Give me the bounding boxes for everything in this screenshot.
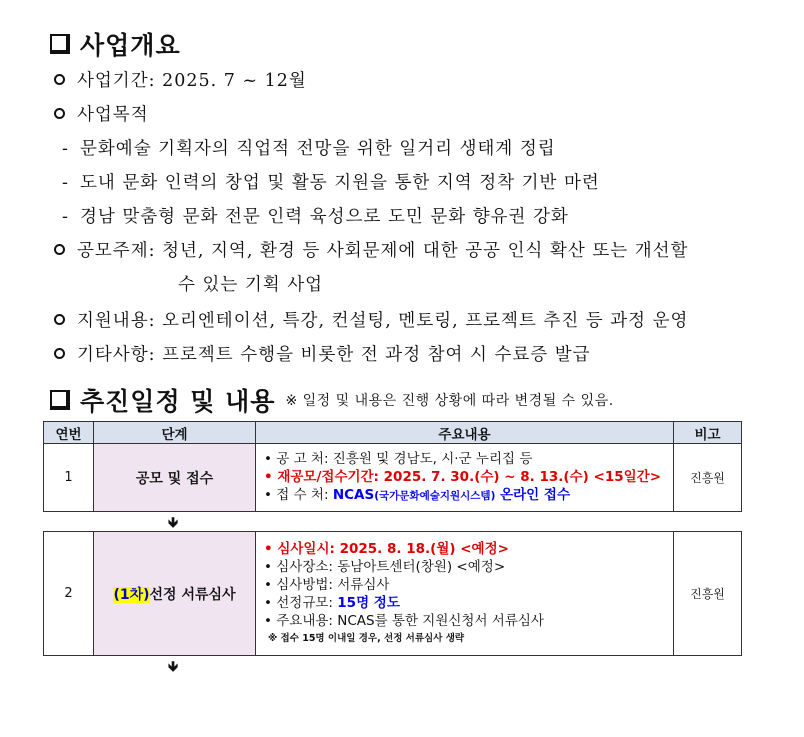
content-line: • 공 고 처: 진흥원 및 경남도, 시·군 누리집 등 xyxy=(264,451,533,467)
overview-heading xyxy=(50,26,181,62)
content-text: (국가문화예술지원시스템) xyxy=(374,490,496,502)
content-footnote: ※ 접수 15명 이내일 경우, 선정 서류심사 생략 xyxy=(268,632,465,644)
row-note: 진흥원 xyxy=(674,444,742,512)
header-note: 비고 xyxy=(674,422,742,444)
circle-bullet-icon xyxy=(54,314,65,325)
header-num: 연번 xyxy=(44,422,94,444)
row-note: 진흥원 xyxy=(674,532,742,656)
content-text: NCAS xyxy=(332,487,375,503)
content-text: 주요내용: NCAS를 통한 지원신청서 서류심사 xyxy=(276,612,544,629)
row-num: 1 xyxy=(44,444,94,512)
content-text: 온라인 접수 xyxy=(495,487,570,503)
purpose-item: - 도내 문화 인력의 창업 및 활동 지원을 통한 지역 정착 기반 마련 xyxy=(62,173,600,193)
support-line xyxy=(54,307,688,332)
circle-bullet-icon xyxy=(54,348,65,359)
arrow-down-icon: 🡻 xyxy=(168,515,179,531)
content-text: 선정규모: xyxy=(276,594,338,611)
schedule-note: ※ 일정 및 내용은 진행 상황에 따라 변경될 수 있음. xyxy=(285,393,614,409)
etc-text: 기타사항: 프로젝트 수행을 비롯한 전 과정 참여 시 수료증 발급 xyxy=(77,345,591,365)
content-text: 심사방법: 서류심사 xyxy=(276,576,390,593)
content-line: • 심사장소: 동남아트센터(창원) <예정> xyxy=(264,558,506,575)
purpose-item: - 경남 맞춤형 문화 전문 인력 육성으로 도민 문화 향유권 강화 xyxy=(62,207,569,227)
content-text: 심사장소: 동남아트센터(창원) <예정> xyxy=(276,558,506,575)
header-content: 주요내용 xyxy=(256,422,674,444)
support-text: 지원내용: 오리엔테이션, 특강, 컨설팅, 멘토링, 프로젝트 추진 등 과정 운영 xyxy=(77,311,689,331)
purpose-label: 사업목적 xyxy=(77,105,149,125)
row-stage xyxy=(94,532,256,656)
purpose-text: 문화예술 기획자의 직업적 전망을 위한 일거리 생태계 정립 xyxy=(80,139,556,159)
arrow-down-icon: 🡻 xyxy=(168,659,179,675)
overview-title: 사업개요 xyxy=(80,31,181,60)
period-line xyxy=(54,67,307,92)
checkbox-square-icon xyxy=(50,390,70,410)
schedule-table xyxy=(43,421,742,512)
etc-line xyxy=(54,341,591,366)
theme-line xyxy=(54,237,688,262)
circle-bullet-icon xyxy=(54,244,65,255)
content-line: • 심사방법: 서류심사 xyxy=(264,576,390,593)
schedule-table-2 xyxy=(43,531,742,656)
checkbox-square-icon xyxy=(50,34,70,54)
content-line: • 선정규모: 15명 정도 xyxy=(264,594,400,611)
table-header-row xyxy=(44,422,742,444)
schedule-title: 추진일정 및 내용 xyxy=(80,387,276,416)
row-content xyxy=(256,532,674,656)
stage-highlight: (1차) xyxy=(113,586,150,603)
stage-text: 선정 서류심사 xyxy=(149,586,236,603)
content-line: • 접 수 처: NCAS(국가문화예술지원시스템) 온라인 접수 xyxy=(264,487,570,503)
purpose-label-line xyxy=(54,101,149,126)
schedule-heading xyxy=(50,382,614,418)
content-text: 접 수 처: xyxy=(276,487,333,503)
theme-text: 공모주제: 청년, 지역, 환경 등 사회문제에 대한 공공 인식 확산 또는 개선할 xyxy=(77,241,689,261)
content-line: • 심사일시: 2025. 8. 18.(월) <예정> xyxy=(264,540,509,557)
circle-bullet-icon xyxy=(54,74,65,85)
content-text: 심사일시: 2025. 8. 18.(월) <예정> xyxy=(277,540,509,557)
content-text: 공 고 처: 진흥원 및 경남도, 시·군 누리집 등 xyxy=(276,451,533,467)
content-text: 재공모/접수기간: 2025. 7. 30.(수) ~ 8. 13.(수) <15일간> xyxy=(277,469,661,485)
content-text: 15명 정도 xyxy=(337,594,400,611)
purpose-item: - 문화예술 기획자의 직업적 전망을 위한 일거리 생태계 정립 xyxy=(62,139,556,159)
header-stage: 단계 xyxy=(94,422,256,444)
period-text: 사업기간: 2025. 7 ~ 12월 xyxy=(77,71,307,91)
table-row xyxy=(44,444,742,512)
row-stage: 공모 및 접수 xyxy=(94,444,256,512)
table-row xyxy=(44,532,742,656)
row-num: 2 xyxy=(44,532,94,656)
circle-bullet-icon xyxy=(54,108,65,119)
row-content xyxy=(256,444,674,512)
theme-line-2: 수 있는 기획 사업 xyxy=(178,275,324,295)
purpose-text: 경남 맞춤형 문화 전문 인력 육성으로 도민 문화 향유권 강화 xyxy=(80,207,569,227)
purpose-text: 도내 문화 인력의 창업 및 활동 지원을 통한 지역 정착 기반 마련 xyxy=(80,173,600,193)
content-line: • 주요내용: NCAS를 통한 지원신청서 서류심사 xyxy=(264,612,544,629)
content-line: • 재공모/접수기간: 2025. 7. 30.(수) ~ 8. 13.(수) <15일간> xyxy=(264,469,661,485)
